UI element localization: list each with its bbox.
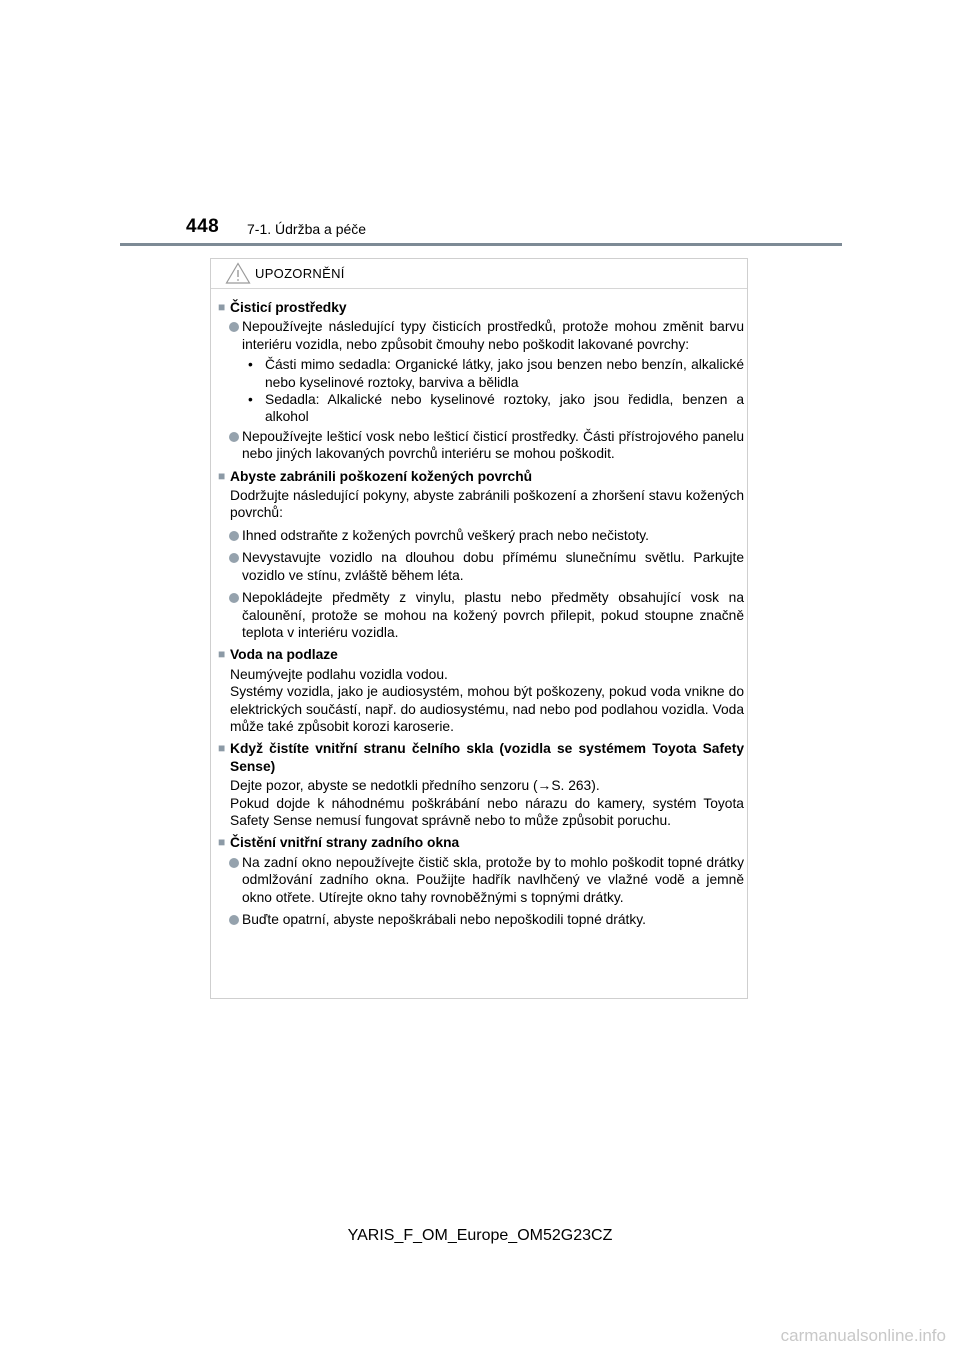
square-bullet-icon: ■ bbox=[218, 468, 226, 483]
square-bullet-icon: ■ bbox=[218, 300, 226, 314]
list-item: Nepokládejte předměty z vinylu, plastu nebo předměty obsahující vosk na čalounění, protože se mohou na kožený povrch přilepit, pokud stoupne značně teplota v interiéru vozidla. bbox=[218, 589, 744, 641]
list-item: Nevystavujte vozidlo na dlouhou dobu přímému slunečnímu světlu. Parkujte vozidlo ve stínu, zvláště během léta. bbox=[218, 549, 744, 584]
round-bullet-icon bbox=[229, 911, 242, 928]
list-item: Ihned odstraňte z kožených povrchů veškerý prach nebo nečistoty. bbox=[218, 527, 744, 544]
section-windshield bbox=[218, 740, 744, 829]
warning-box bbox=[210, 258, 748, 999]
section-heading: ■ Čistění vnitřní strany zadního okna bbox=[218, 835, 460, 851]
round-bullet-icon bbox=[229, 318, 242, 353]
sub-list-item: • Sedadla: Alkalické nebo kyselinové roztoky, jako jsou ředidla, benzen a alkohol bbox=[248, 392, 744, 425]
warning-title: UPOZORNĚNÍ bbox=[255, 266, 345, 281]
document-code: YARIS_F_OM_Europe_OM52G23CZ bbox=[347, 1227, 613, 1244]
list-item: Nepoužívejte následující typy čisticích prostředků, protože mohou změnit barvu interiéru vozidla, nebo způsobit čmouhy nebo poškodit lakované povrchy: bbox=[218, 318, 744, 353]
paragraph: Dejte pozor, abyste se nedotkli předního senzoru (→S. 263). bbox=[230, 778, 600, 794]
warning-header bbox=[211, 259, 747, 289]
round-bullet-icon bbox=[229, 428, 242, 463]
warning-content bbox=[218, 299, 744, 928]
round-bullet-icon bbox=[229, 527, 242, 544]
small-bullet-icon: • bbox=[248, 357, 253, 373]
paragraph: Neumývejte podlahu vozidla vodou. bbox=[230, 666, 448, 682]
page-footer bbox=[0, 1227, 960, 1245]
paragraph: Pokud dojde k náhodnému poškrábání nebo nárazu do kamery, systém Toyota Safety Sense nemusí fungovat správně nebo to může způsobit poruchu. bbox=[230, 795, 744, 828]
small-bullet-icon: • bbox=[248, 392, 253, 408]
section-title: 7-1. Údržba a péče bbox=[247, 221, 367, 237]
list-item: Na zadní okno nepoužívejte čistič skla, protože by to mohlo poškodit topné drátky odmlžování zadního okna. Použijte hadřík navlhčený ve vlažné vodě a jemně okno otřete. Utírejte okno tahy rovnoběžnými s topnými drátky. bbox=[218, 854, 744, 906]
section-heading: ■ Voda na podlaze bbox=[218, 647, 338, 663]
square-bullet-icon: ■ bbox=[218, 835, 226, 850]
section-floor-water bbox=[218, 646, 744, 735]
header-rule bbox=[120, 243, 842, 246]
section-heading: ■ Když čistíte vnitřní stranu čelního skla (vozidla se systémem Toyota Safety Sense) bbox=[218, 741, 744, 774]
round-bullet-icon bbox=[229, 549, 242, 584]
section-heading: ■ Abyste zabránili poškození kožených povrchů bbox=[218, 468, 533, 484]
section-cleaning-agents bbox=[218, 299, 744, 463]
paragraph: Dodržujte následující pokyny, abyste zabránili poškození a zhoršení stavu kožených povrchů: bbox=[230, 488, 744, 521]
round-bullet-icon bbox=[229, 854, 242, 906]
list-item: Buďte opatrní, abyste nepoškrábali nebo nepoškodili topné drátky. bbox=[218, 911, 744, 928]
watermark: carmanualsonline.info bbox=[780, 1326, 946, 1345]
square-bullet-icon: ■ bbox=[218, 647, 226, 662]
section-leather bbox=[218, 468, 744, 642]
section-heading: ■ Čisticí prostředky bbox=[218, 300, 347, 315]
page-header bbox=[0, 0, 960, 250]
section-rear-window bbox=[218, 834, 744, 928]
paragraph: Systémy vozidla, jako je audiosystém, mohou být poškozeny, pokud voda vnikne do elektrických součástí, např. do audiosystému, nad nebo pod podlahou vozidla. Voda může také způsobit korozi karoserie. bbox=[230, 684, 744, 734]
sub-list-item: • Části mimo sedadla: Organické látky, jako jsou benzen nebo benzín, alkalické nebo kyselinové roztoky, barviva a bělidla bbox=[248, 357, 744, 390]
round-bullet-icon bbox=[229, 589, 242, 641]
warning-triangle-icon bbox=[225, 262, 251, 284]
page-number: 448 bbox=[186, 216, 220, 237]
list-item: Nepoužívejte lešticí vosk nebo lešticí čisticí prostředky. Části přístrojového panelu nebo jiných lakovaných povrchů interiéru se mohou poškodit. bbox=[218, 428, 744, 463]
square-bullet-icon: ■ bbox=[218, 741, 226, 756]
